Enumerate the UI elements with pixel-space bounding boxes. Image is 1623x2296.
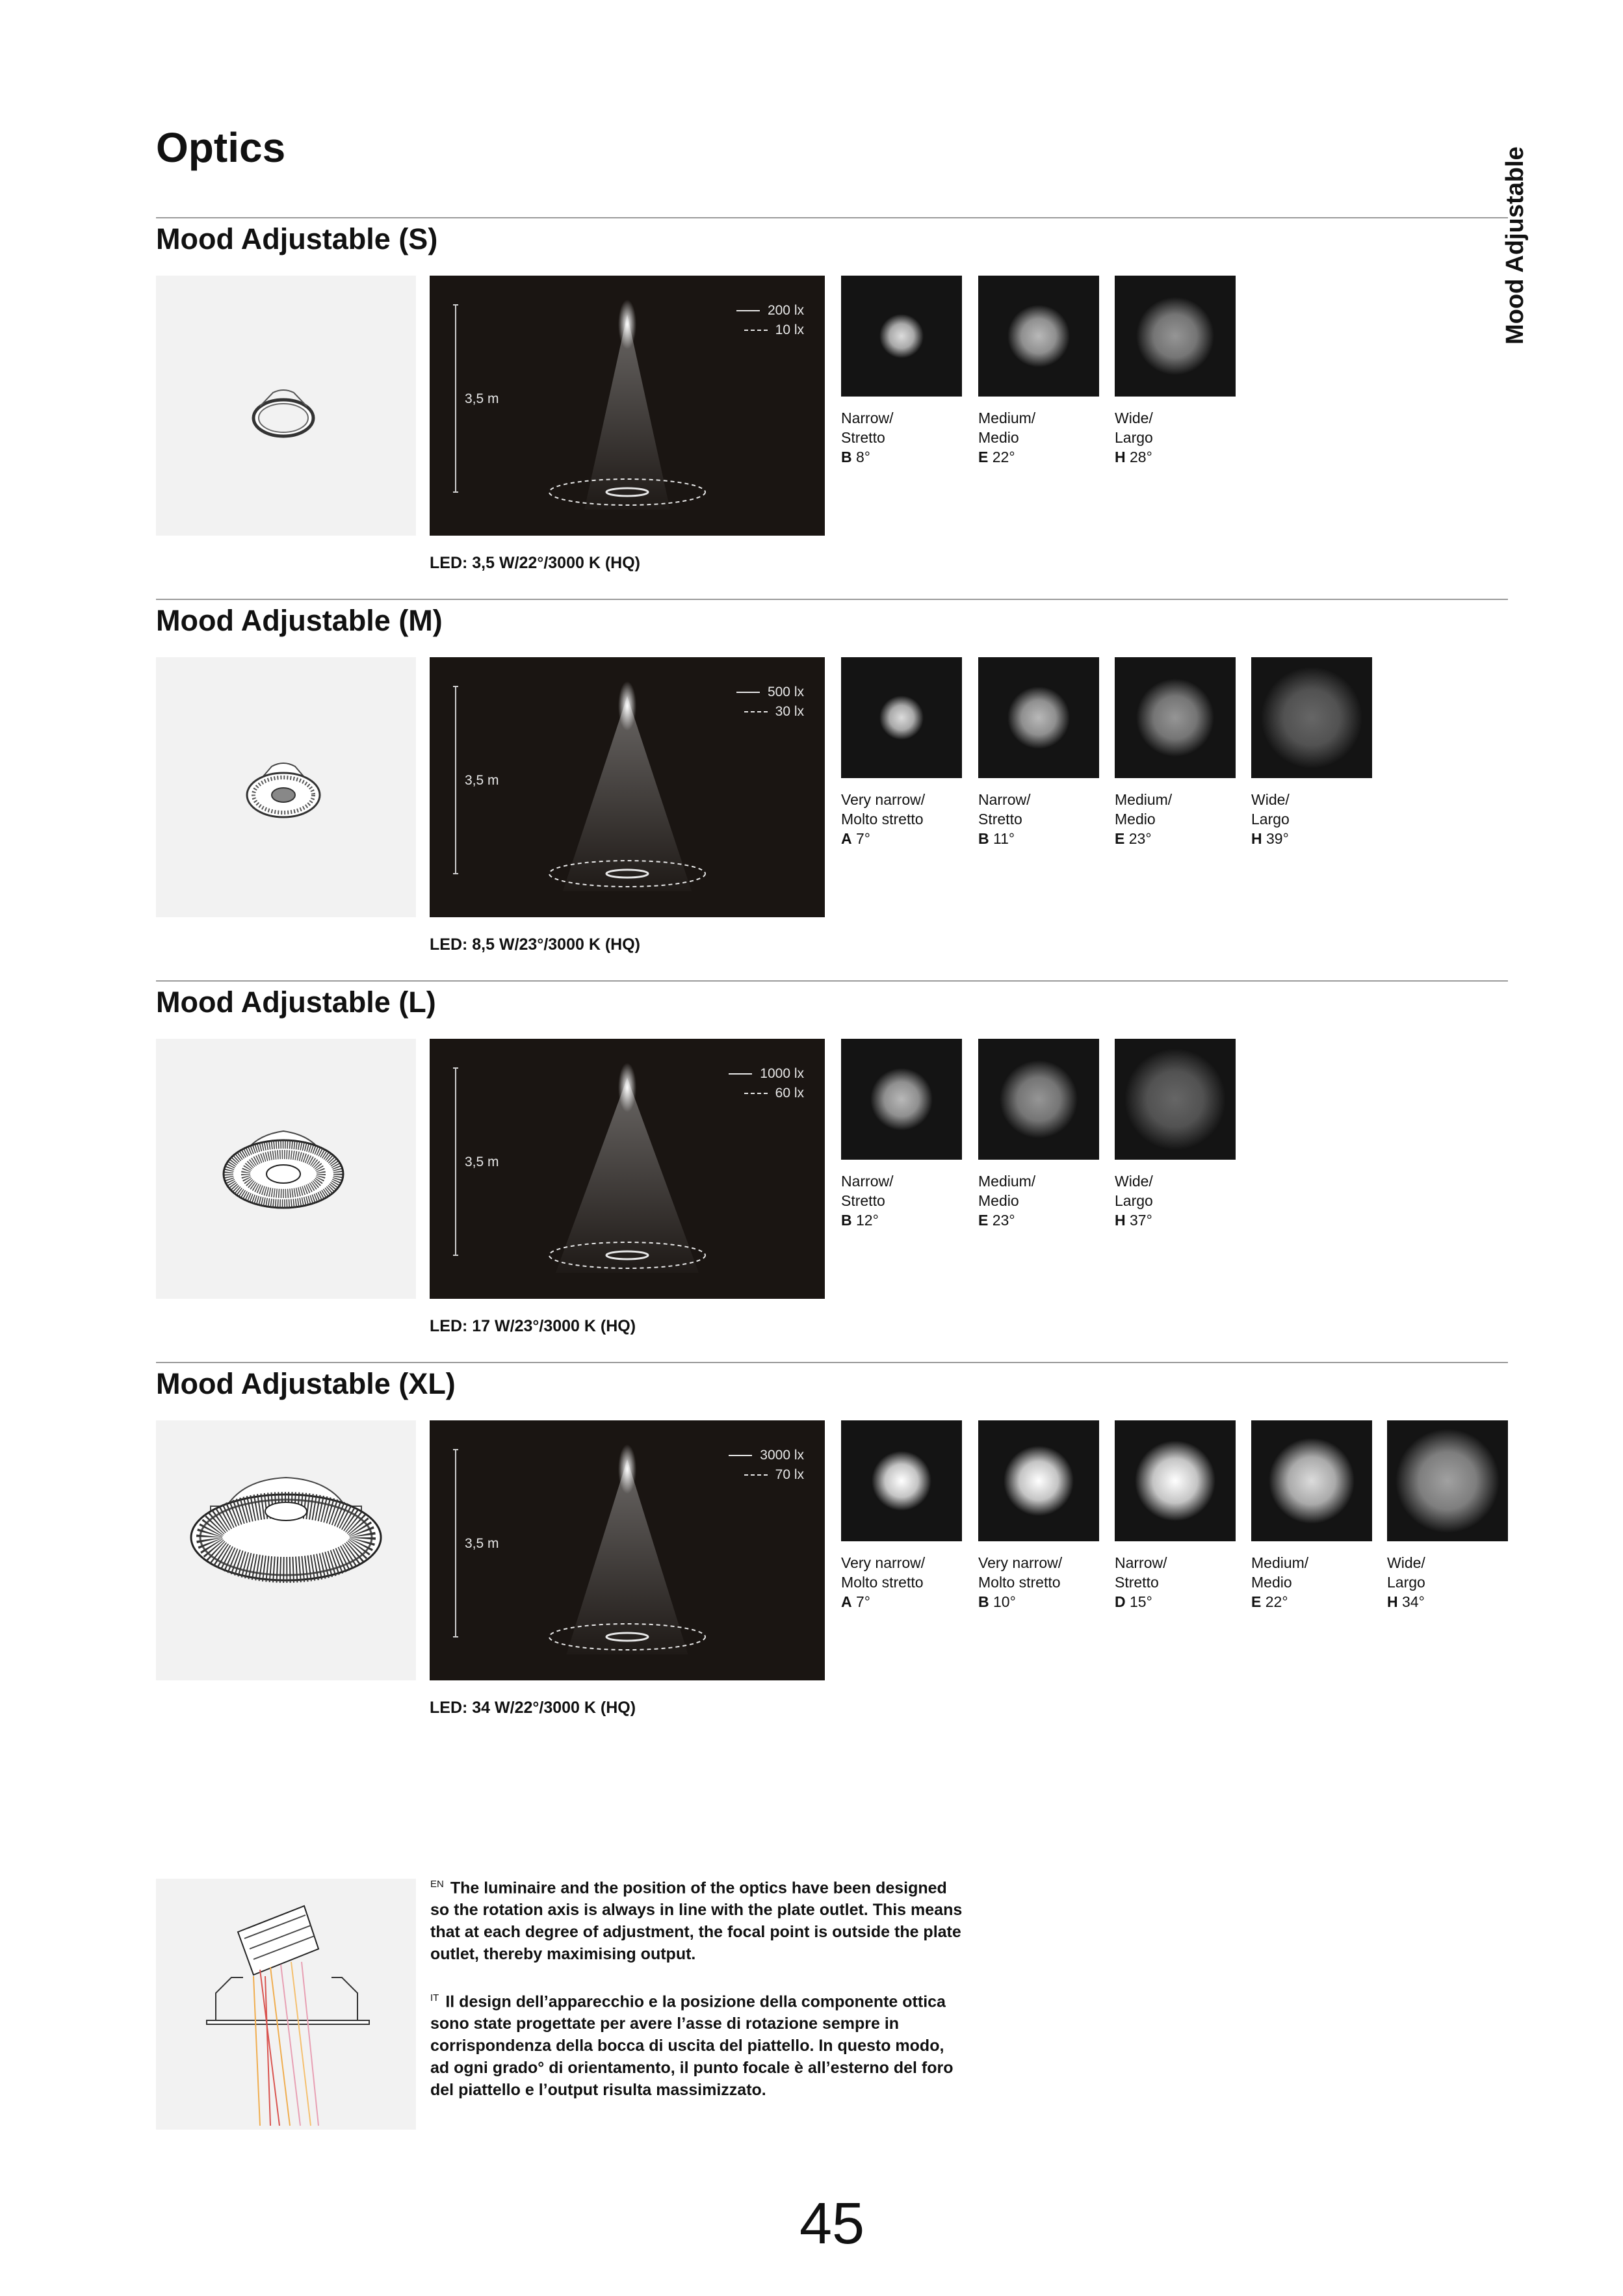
beam-angle: 39° (1266, 830, 1289, 847)
beam-label-it: Molto stretto (841, 811, 924, 828)
beam-code: H (1115, 1212, 1126, 1229)
beam-spot-image (841, 276, 962, 397)
lux-legend-low (744, 1467, 804, 1483)
rotation-axis-illustration (156, 1879, 416, 2130)
beam-label-it: Stretto (1115, 1574, 1159, 1591)
product-image-l (156, 1039, 416, 1299)
led-spec: LED: 3,5 W/22°/3000 K (HQ) (430, 554, 640, 572)
beam-label-en: Medium/ (1251, 1554, 1309, 1571)
beam-angle: 28° (1130, 449, 1152, 465)
beam-label-it: Largo (1251, 811, 1290, 828)
side-tab-label: Mood Adjustable (1501, 146, 1529, 345)
beam-angle: 23° (992, 1212, 1015, 1229)
product-image-s (156, 276, 416, 536)
beam-option (841, 657, 965, 848)
beam-option (978, 1420, 1102, 1611)
light-distribution-diagram (430, 657, 825, 917)
beam-spot-image (1387, 1420, 1508, 1541)
section-heading: Mood Adjustable (M) (156, 604, 443, 637)
beam-label-en: Medium/ (978, 1173, 1036, 1190)
beam-label-en: Very narrow/ (978, 1554, 1063, 1571)
light-spot (1004, 1446, 1074, 1516)
beam-option (978, 1039, 1102, 1230)
light-spot (1136, 297, 1214, 375)
section-divider (156, 599, 1508, 600)
beam-angle: 22° (992, 449, 1015, 465)
beam-angle: 34° (1402, 1593, 1425, 1610)
beam-label-en: Very narrow/ (841, 1554, 926, 1571)
product-image-xl (156, 1420, 416, 1680)
beam-label-it: Largo (1387, 1574, 1425, 1591)
beam-code: H (1251, 830, 1262, 847)
beam-option (1115, 1039, 1238, 1230)
beam-code: H (1387, 1593, 1398, 1610)
beam-spot-image (1115, 1039, 1236, 1160)
lux-legend-high (729, 1066, 804, 1082)
light-spot (879, 696, 924, 740)
beam-label-it: Medio (1115, 811, 1156, 828)
lux-low-value: 60 lx (775, 1086, 804, 1101)
beam-code: B (978, 1593, 989, 1610)
light-distribution-diagram (430, 276, 825, 536)
section-heading: Mood Adjustable (S) (156, 222, 438, 255)
section-divider (156, 980, 1508, 982)
light-spot (870, 1068, 933, 1130)
note-en-text: The luminaire and the position of the optics have been designed so the rotation axis is always in line with the plate outlet. This means that at each degree of adjustment, the focal point is outside the plate outlet, thereby maximising output. (430, 1879, 963, 1964)
section-mood-adjustable-m (156, 599, 1508, 963)
beam-label-it: Molto stretto (978, 1574, 1061, 1591)
beam-label-en: Narrow/ (978, 791, 1031, 808)
beam-label-en: Narrow/ (841, 1173, 894, 1190)
beam-spot-image (1251, 657, 1372, 778)
section-heading: Mood Adjustable (XL) (156, 1367, 456, 1400)
section-mood-adjustable-l (156, 980, 1508, 1344)
beam-label-en: Very narrow/ (841, 791, 926, 808)
beam-label-en: Narrow/ (841, 410, 894, 426)
beam-label-en: Wide/ (1387, 1554, 1425, 1571)
beam-spot-image (978, 657, 1099, 778)
lang-tag-en: EN (430, 1879, 444, 1890)
beam-label-en: Wide/ (1115, 1173, 1153, 1190)
beam-label-it: Stretto (978, 811, 1022, 828)
beam-label-en: Medium/ (1115, 791, 1173, 808)
section-mood-adjustable-xl (156, 1362, 1508, 1726)
section-heading: Mood Adjustable (L) (156, 985, 436, 1019)
lux-high-value: 200 lx (767, 303, 804, 318)
beam-code: A (841, 830, 852, 847)
beam-option (841, 1039, 965, 1230)
light-spot (879, 314, 924, 358)
mounting-height-label: 3,5 m (465, 1155, 499, 1169)
beam-code: E (978, 449, 989, 465)
beam-angle: 15° (1130, 1593, 1152, 1610)
beam-spot-image (978, 1420, 1099, 1541)
beam-spot-image (1115, 276, 1236, 397)
light-distribution-diagram (430, 1039, 825, 1299)
beam-spot-image (841, 657, 962, 778)
beam-option (1115, 276, 1238, 467)
note-it (430, 1987, 963, 2101)
mounting-height-label: 3,5 m (465, 1536, 499, 1551)
beam-label-en: Wide/ (1251, 791, 1290, 808)
beam-angle: 37° (1130, 1212, 1152, 1229)
beam-label-it: Medio (1251, 1574, 1292, 1591)
beam-hotspot (618, 681, 636, 731)
beam-label-en: Narrow/ (1115, 1554, 1167, 1571)
lux-legend-low (744, 704, 804, 720)
lux-legend-high (736, 685, 804, 700)
lux-legend-low (744, 1086, 804, 1101)
section-mood-adjustable-s (156, 217, 1508, 581)
beam-code: H (1115, 449, 1126, 465)
beam-angle: 22° (1265, 1593, 1288, 1610)
beam-angle: 12° (856, 1212, 879, 1229)
beam-option (1115, 657, 1238, 848)
light-spot (1007, 305, 1070, 367)
beam-angle: 23° (1128, 830, 1152, 847)
product-image-m (156, 657, 416, 917)
beam-code: E (1115, 830, 1125, 847)
beam-angle: 7° (856, 830, 871, 847)
mounting-height-label: 3,5 m (465, 391, 499, 406)
beam-code: B (841, 1212, 852, 1229)
beam-label-it: Molto stretto (841, 1574, 924, 1591)
light-spot (1007, 686, 1070, 749)
beam-angle: 8° (856, 449, 871, 465)
light-spot (1261, 667, 1362, 768)
beam-option (1387, 1420, 1511, 1611)
lux-low-value: 70 lx (775, 1467, 804, 1482)
beam-hotspot (618, 300, 636, 349)
beam-label-it: Medio (978, 1192, 1019, 1209)
beam-spot-image (841, 1039, 962, 1160)
beam-spot-image (1115, 1420, 1236, 1541)
section-divider (156, 1362, 1508, 1363)
beam-label-it: Stretto (841, 429, 885, 446)
beam-hotspot (618, 1444, 636, 1494)
beam-spot-image (1251, 1420, 1372, 1541)
lux-high-value: 1000 lx (760, 1066, 804, 1081)
light-spot (1136, 679, 1214, 757)
lux-low-value: 30 lx (775, 704, 804, 719)
led-spec: LED: 17 W/23°/3000 K (HQ) (430, 1317, 636, 1335)
beam-code: E (1251, 1593, 1262, 1610)
lang-tag-it: IT (430, 1992, 439, 2003)
mounting-height-label: 3,5 m (465, 773, 499, 788)
light-spot (1269, 1438, 1355, 1524)
lux-high-value: 3000 lx (760, 1448, 804, 1463)
beam-spot-image (841, 1420, 962, 1541)
beam-code: D (1115, 1593, 1126, 1610)
beam-option (841, 1420, 965, 1611)
light-spot (1135, 1441, 1215, 1521)
led-spec: LED: 8,5 W/23°/3000 K (HQ) (430, 935, 640, 954)
light-spot (1000, 1060, 1078, 1138)
beam-spot-image (978, 1039, 1099, 1160)
light-spot (1396, 1429, 1500, 1533)
beam-code: B (841, 449, 852, 465)
lux-legend-low (744, 322, 804, 338)
beam-spot-image (978, 276, 1099, 397)
note-it-text: Il design dell’apparecchio e la posizione della componente ottica sono state progettate per avere l’asse di rotazione sempre in corrispondenza della bocca di uscita del piattello. In questo modo, ad ogni grado° di orientamento, il punto focale è all’esterno del foro del piattello e l’output risulta massimizzato. (430, 1992, 954, 2100)
section-divider (156, 217, 1508, 218)
light-spot (1124, 1049, 1226, 1150)
beam-label-it: Largo (1115, 1192, 1153, 1209)
beam-label-it: Medio (978, 429, 1019, 446)
beam-angle: 7° (856, 1593, 871, 1610)
led-spec: LED: 34 W/22°/3000 K (HQ) (430, 1699, 636, 1717)
beam-angle: 10° (993, 1593, 1016, 1610)
beam-option (841, 276, 965, 467)
beam-angle: 11° (993, 830, 1015, 847)
beam-option (1115, 1420, 1238, 1611)
beam-option (1251, 657, 1375, 848)
beam-code: B (978, 830, 989, 847)
beam-option (1251, 1420, 1375, 1611)
lux-high-value: 500 lx (767, 685, 804, 699)
lux-legend-high (729, 1448, 804, 1463)
beam-code: A (841, 1593, 852, 1610)
lux-legend-high (736, 303, 804, 319)
beam-option (978, 276, 1102, 467)
note-en (430, 1873, 963, 1965)
beam-spot-image (1115, 657, 1236, 778)
light-distribution-diagram (430, 1420, 825, 1680)
beam-code: E (978, 1212, 989, 1229)
beam-hotspot (618, 1063, 636, 1112)
page-title: Optics (156, 124, 286, 171)
beam-label-en: Wide/ (1115, 410, 1153, 426)
lux-low-value: 10 lx (775, 322, 804, 337)
beam-label-it: Largo (1115, 429, 1153, 446)
beam-option (978, 657, 1102, 848)
beam-label-it: Stretto (841, 1192, 885, 1209)
page-number: 45 (799, 2191, 865, 2256)
beam-label-en: Medium/ (978, 410, 1036, 426)
light-spot (872, 1451, 931, 1511)
